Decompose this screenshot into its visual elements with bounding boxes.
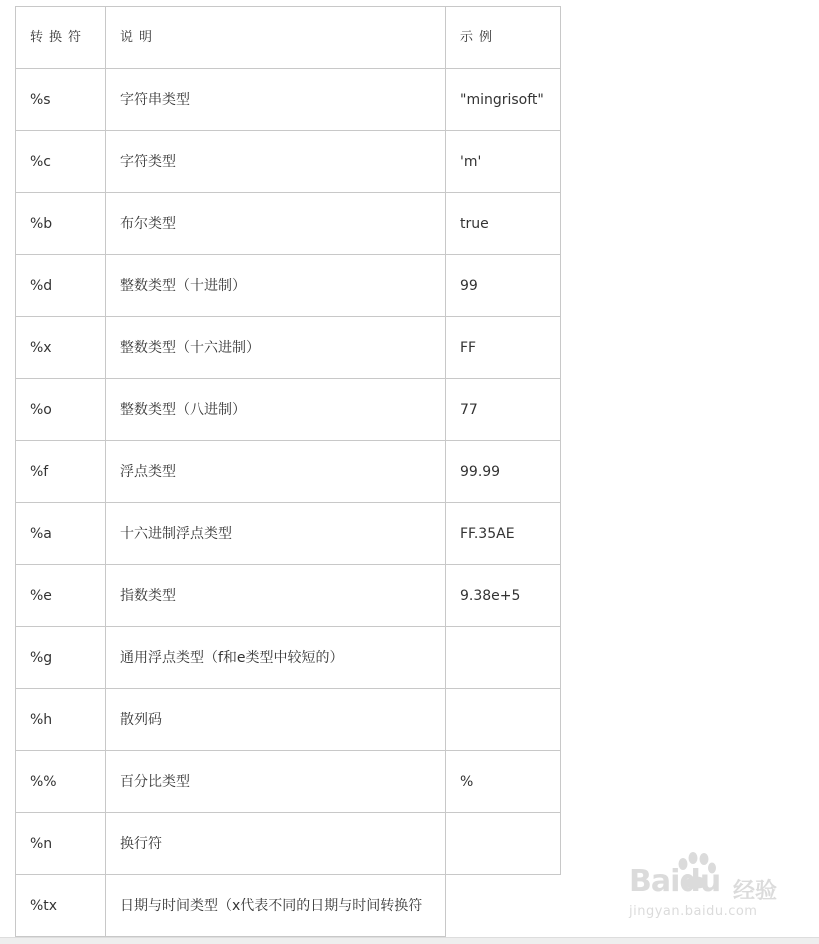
cell-example: 99 <box>446 255 561 317</box>
cell-code: %o <box>16 379 106 441</box>
table-row <box>16 751 561 813</box>
cell-code: %a <box>16 503 106 565</box>
cell-desc: 日期与时间类型（x代表不同的日期与时间转换符 <box>106 875 446 937</box>
cell-code: %b <box>16 193 106 255</box>
table-row <box>16 131 561 193</box>
cell-desc: 百分比类型 <box>106 751 446 813</box>
cell-example: true <box>446 193 561 255</box>
cell-desc: 字符串类型 <box>106 69 446 131</box>
cell-desc: 换行符 <box>106 813 446 875</box>
cell-desc: 浮点类型 <box>106 441 446 503</box>
cell-example: "mingrisoft" <box>446 69 561 131</box>
cell-code: %s <box>16 69 106 131</box>
watermark-logo-text: Baidu <box>629 864 721 899</box>
table-row <box>16 627 561 689</box>
cell-example: 99.99 <box>446 441 561 503</box>
table-row <box>16 379 561 441</box>
watermark-cn-text: 经验 <box>733 879 778 904</box>
cell-code: %tx <box>16 875 106 937</box>
table-row <box>16 875 561 937</box>
cell-desc: 布尔类型 <box>106 193 446 255</box>
cell-example: 77 <box>446 379 561 441</box>
cell-desc: 通用浮点类型（f和e类型中较短的） <box>106 627 446 689</box>
cell-code: %% <box>16 751 106 813</box>
table-header-row <box>16 7 561 69</box>
table-row <box>16 193 561 255</box>
header-cell-code: 转换符 <box>16 7 106 69</box>
cell-desc: 散列码 <box>106 689 446 751</box>
table-row <box>16 503 561 565</box>
table-row <box>16 813 561 875</box>
cell-desc: 十六进制浮点类型 <box>106 503 446 565</box>
cell-example <box>446 875 561 937</box>
cell-code: %d <box>16 255 106 317</box>
cell-example <box>446 627 561 689</box>
cell-example <box>446 813 561 875</box>
cell-code: %n <box>16 813 106 875</box>
header-cell-desc: 说明 <box>106 7 446 69</box>
format-specifier-table <box>15 6 561 937</box>
cell-desc: 整数类型（八进制） <box>106 379 446 441</box>
cell-code: %e <box>16 565 106 627</box>
cell-example: 9.38e+5 <box>446 565 561 627</box>
cell-desc: 字符类型 <box>106 131 446 193</box>
cell-code: %f <box>16 441 106 503</box>
baidu-jingyan-watermark <box>623 852 783 926</box>
cell-desc: 整数类型（十六进制） <box>106 317 446 379</box>
cell-code: %g <box>16 627 106 689</box>
watermark-url-text: jingyan.baidu.com <box>629 904 758 919</box>
cell-code: %x <box>16 317 106 379</box>
cell-desc: 整数类型（十进制） <box>106 255 446 317</box>
cell-example <box>446 689 561 751</box>
cell-example: 'm' <box>446 131 561 193</box>
cell-example: % <box>446 751 561 813</box>
table-row <box>16 689 561 751</box>
cell-code: %c <box>16 131 106 193</box>
cell-example: FF.35AE <box>446 503 561 565</box>
table-row <box>16 441 561 503</box>
cell-example: FF <box>446 317 561 379</box>
cell-code: %h <box>16 689 106 751</box>
table-row <box>16 255 561 317</box>
header-cell-example: 示例 <box>446 7 561 69</box>
table-row <box>16 69 561 131</box>
cell-desc: 指数类型 <box>106 565 446 627</box>
table-row <box>16 317 561 379</box>
table-row <box>16 565 561 627</box>
